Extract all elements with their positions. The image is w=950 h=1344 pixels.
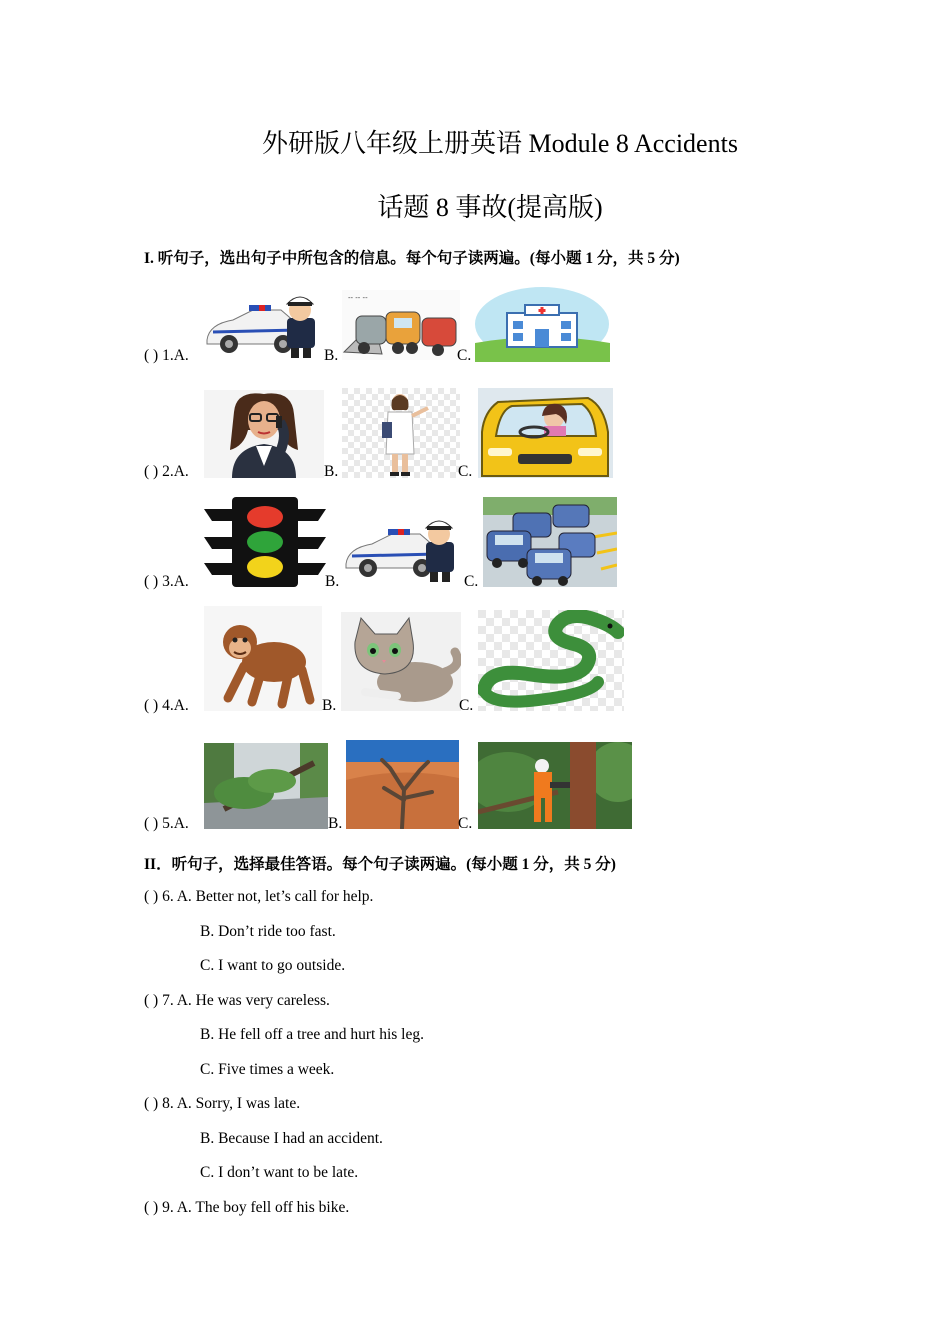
q6-stem: ( ) 6. A. Better not, let’s call for help. — [144, 888, 374, 905]
doctor-image[interactable] — [342, 388, 460, 478]
q4-label: ( ) 4.A. — [144, 697, 189, 714]
q2-label: ( ) 2.A. — [144, 463, 189, 480]
police-car-officer-image-2[interactable] — [342, 512, 464, 584]
q3-option-c-label: C. — [464, 573, 479, 590]
q8-stem: ( ) 8. A. Sorry, I was late. — [144, 1095, 301, 1112]
q7-stem: ( ) 7. A. He was very careless. — [144, 992, 330, 1009]
hospital-image[interactable] — [475, 287, 610, 362]
q9-stem: ( ) 9. A. The boy fell off his bike. — [144, 1199, 350, 1216]
car-crash-image[interactable] — [342, 290, 460, 360]
q5-option-b-label: B. — [328, 815, 343, 832]
q3-label: ( ) 3.A. — [144, 573, 189, 590]
q2-option-b-label: B. — [324, 463, 339, 480]
q5-option-c-label: C. — [458, 815, 473, 832]
q6-option-c: C. I want to go outside. — [200, 957, 346, 974]
q5-label: ( ) 5.A. — [144, 815, 189, 832]
q7-option-c: C. Five times a week. — [200, 1061, 335, 1078]
q4-option-b-label: B. — [322, 697, 337, 714]
police-car-officer-image[interactable] — [203, 288, 325, 360]
q7-option-b: B. He fell off a tree and hurt his leg. — [200, 1026, 424, 1043]
woman-on-phone-image[interactable] — [204, 390, 324, 478]
q2-option-c-label: C. — [458, 463, 473, 480]
fallen-tree-image[interactable] — [204, 743, 328, 829]
q1-option-b-label: B. — [324, 347, 339, 364]
dead-tree-image[interactable] — [346, 740, 459, 829]
traffic-jam-image[interactable] — [483, 497, 617, 587]
q4-option-c-label: C. — [459, 697, 474, 714]
q8-option-b: B. Because I had an accident. — [200, 1130, 383, 1147]
traffic-light-image[interactable] — [204, 497, 326, 587]
monkey-image[interactable] — [204, 606, 322, 711]
q1-label: ( ) 1.A. — [144, 347, 189, 364]
document-subtitle: 话题 8 事故(提高版) — [377, 193, 603, 222]
section-2-heading: II．听句子，选择最佳答语。每个句子读两遍。(每小题 1 分，共 5 分) — [144, 856, 616, 873]
worker-cutting-tree-image[interactable] — [478, 742, 632, 829]
q3-option-b-label: B. — [325, 573, 340, 590]
cat-image[interactable] — [341, 612, 461, 711]
q1-option-c-label: C. — [457, 347, 472, 364]
snake-image[interactable] — [478, 610, 624, 711]
svg-text:-- -- --: -- -- -- — [348, 294, 368, 302]
q6-option-b: B. Don’t ride too fast. — [200, 923, 336, 940]
woman-driving-image[interactable] — [478, 388, 613, 478]
document-title: 外研版八年级上册英语 Module 8 Accidents — [262, 129, 738, 158]
q8-option-c: C. I don’t want to be late. — [200, 1164, 359, 1181]
section-1-heading: I. 听句子，选出句子中所包含的信息。每个句子读两遍。(每小题 1 分，共 5 分) — [144, 250, 680, 267]
